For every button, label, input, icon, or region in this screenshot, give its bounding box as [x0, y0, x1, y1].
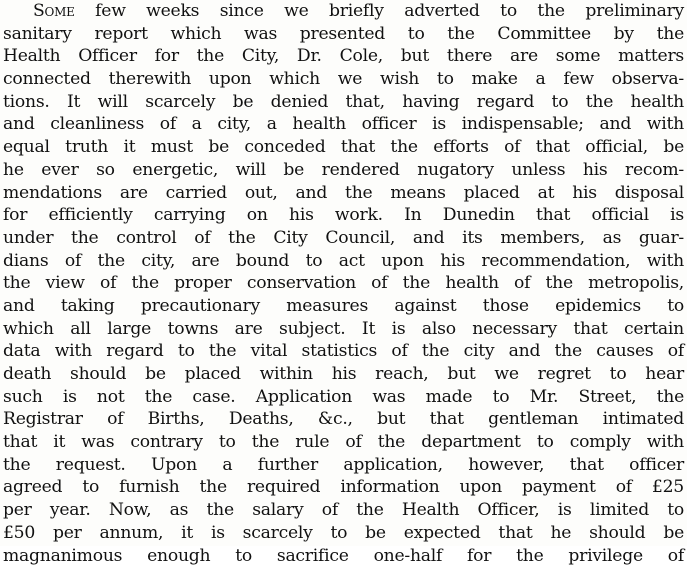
article-line-21: the request. Upon a further application, however, that officer [3, 454, 684, 477]
article-line-9: mendations are carried out, and the means placed at his disposal [3, 182, 684, 205]
article-line-4: connected therewith upon which we wish to make a few observa- [3, 68, 684, 91]
article-line-6: and cleanliness of a city, a health officer is indispensable; and with [3, 113, 684, 136]
article-line-15: which all large towns are subject. It is also necessary that certain [3, 318, 684, 341]
article-body [3, 0, 684, 567]
article-line-25: magnanimous enough to sacrifice one-half for the privilege of [3, 545, 684, 567]
article-line-14: and taking precautionary measures against those epidemics to [3, 295, 684, 318]
article-line-17: death should be placed within his reach, but we regret to hear [3, 363, 684, 386]
article-line-11: under the control of the City Council, and its members, as guar- [3, 227, 684, 250]
article-line-8: he ever so energetic, will be rendered nugatory unless his recom- [3, 159, 684, 182]
article-line-16: data with regard to the vital statistics of the city and the causes of [3, 340, 684, 363]
article-line-3: Health Officer for the City, Dr. Cole, but there are some matters [3, 45, 684, 68]
article-line-24: £50 per annum, it is scarcely to be expected that he should be [3, 522, 684, 545]
article-line-2: sanitary report which was presented to the Committee by the [3, 23, 684, 46]
article-line-12: dians of the city, are bound to act upon his recommendation, with [3, 250, 684, 273]
article-line-1-text: few weeks since we briefly adverted to the preliminary [75, 1, 684, 21]
article-line-23: per year. Now, as the salary of the Health Officer, is limited to [3, 499, 684, 522]
article-line-19: Registrar of Births, Deaths, &c., but that gentleman intimated [3, 408, 684, 431]
article-line-10: for efficiently carrying on his work. In Dunedin that official is [3, 204, 684, 227]
article-line-18: such is not the case. Application was made to Mr. Street, the [3, 386, 684, 409]
article-line-5: tions. It will scarcely be denied that, having regard to the health [3, 91, 684, 114]
article-line-22: agreed to furnish the required information upon payment of £25 [3, 476, 684, 499]
article-line-13: the view of the proper conservation of the health of the metropolis, [3, 272, 684, 295]
article-line-1 [3, 0, 684, 23]
article-line-20: that it was contrary to the rule of the department to comply with [3, 431, 684, 454]
article-opening-word: Some [33, 1, 75, 21]
article-line-7: equal truth it must be conceded that the efforts of that official, be [3, 136, 684, 159]
